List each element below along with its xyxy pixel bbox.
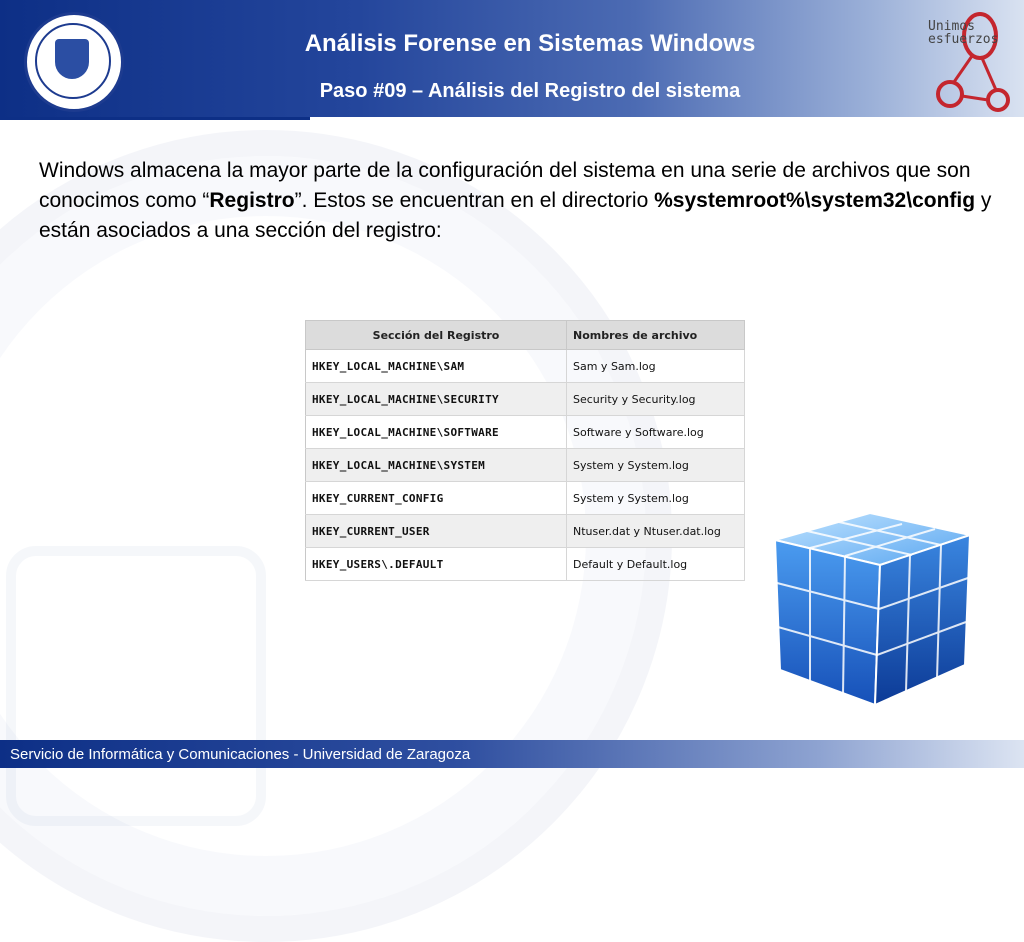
registry-key: HKEY_LOCAL_MACHINE\SYSTEM <box>306 449 567 482</box>
university-seal-icon <box>24 12 124 112</box>
logo-text: Unimos esfuerzos <box>928 19 999 47</box>
slide-title: Análisis Forense en Sistemas Windows <box>304 30 756 57</box>
slide-footer <box>0 740 1024 768</box>
file-names: Software y Software.log <box>567 416 745 449</box>
file-names: Default y Default.log <box>567 548 745 581</box>
column-header-section: Sección del Registro <box>306 321 567 350</box>
registry-table <box>305 320 745 581</box>
file-names: System y System.log <box>567 449 745 482</box>
table-row <box>306 515 745 548</box>
registry-cube-icon <box>765 505 980 710</box>
registry-key: HKEY_LOCAL_MACHINE\SECURITY <box>306 383 567 416</box>
column-header-files: Nombres de archivo <box>567 321 745 350</box>
slide-header <box>0 0 1024 117</box>
registro-term: Registro <box>209 189 295 212</box>
config-path: %systemroot%\system32\config <box>654 189 976 212</box>
file-names: Ntuser.dat y Ntuser.dat.log <box>567 515 745 548</box>
table-row <box>306 449 745 482</box>
registry-key: HKEY_CURRENT_USER <box>306 515 567 548</box>
table-row <box>306 482 745 515</box>
intro-paragraph: Windows almacena la mayor parte de la configuración del sistema en una serie de archivos que son conocimos como “Registro”. Estos se encuentran en el directorio %systemroot%\system32\config y están asociados a una sección del registro: <box>39 159 992 242</box>
file-names: Sam y Sam.log <box>567 350 745 383</box>
registry-key: HKEY_USERS\.DEFAULT <box>306 548 567 581</box>
registry-key: HKEY_LOCAL_MACHINE\SOFTWARE <box>306 416 567 449</box>
registry-key: HKEY_LOCAL_MACHINE\SAM <box>306 350 567 383</box>
footer-text: Servicio de Informática y Comunicaciones - Universidad de Zaragoza <box>10 746 471 763</box>
slide-subtitle: Paso #09 – Análisis del Registro del sistema <box>319 80 741 102</box>
watermark-shield <box>6 546 266 826</box>
registry-key: HKEY_CURRENT_CONFIG <box>306 482 567 515</box>
table-row <box>306 416 745 449</box>
file-names: System y System.log <box>567 482 745 515</box>
table-row <box>306 383 745 416</box>
table-header-row <box>306 321 745 350</box>
table-row <box>306 548 745 581</box>
table-row <box>306 350 745 383</box>
header-underline <box>0 117 310 120</box>
file-names: Security y Security.log <box>567 383 745 416</box>
